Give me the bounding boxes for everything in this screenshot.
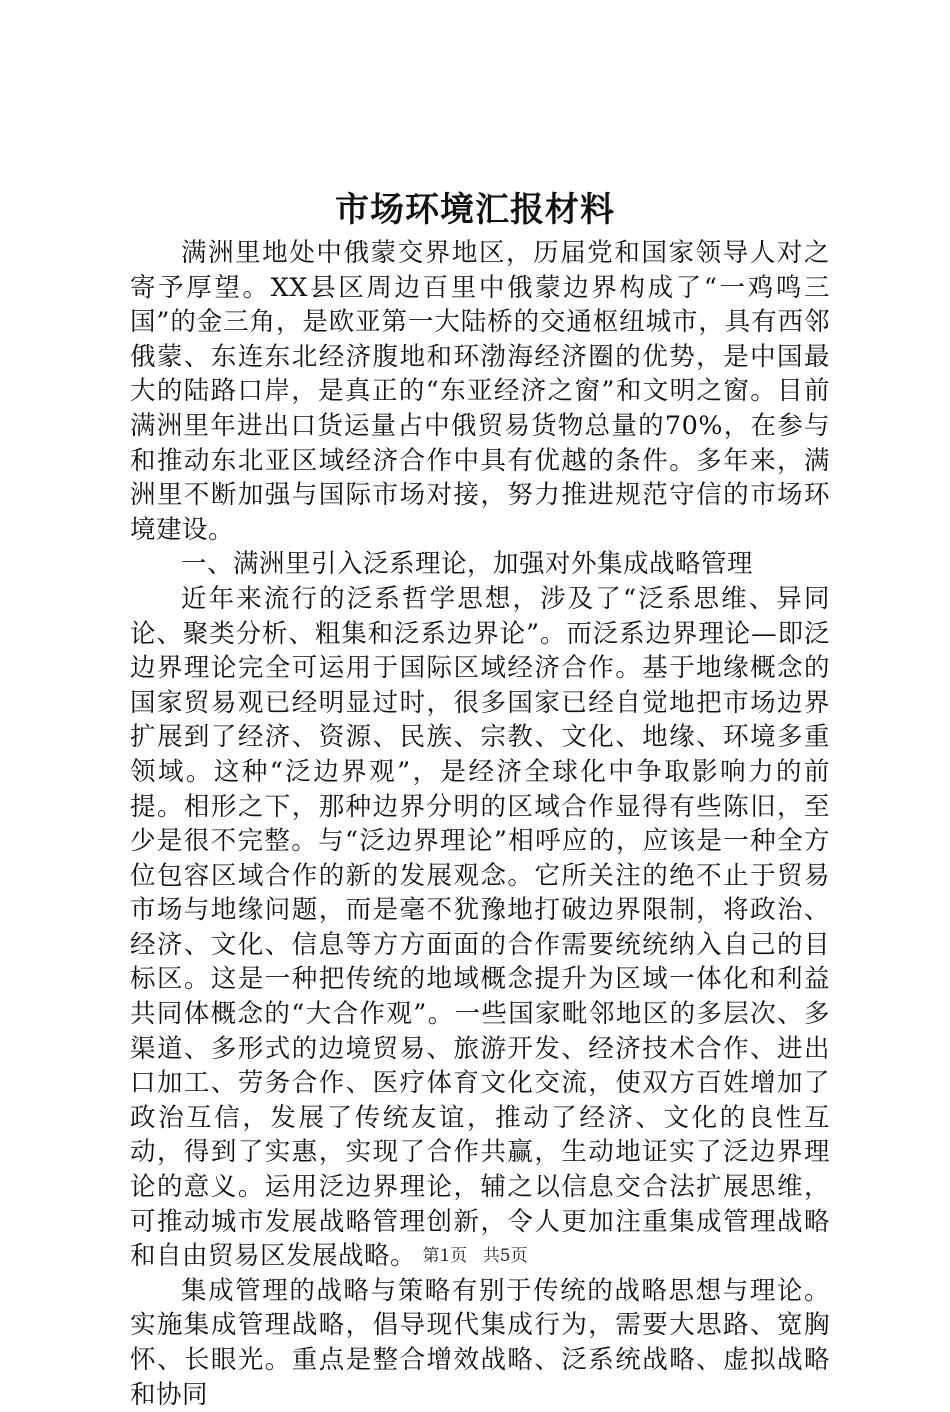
section-paragraph: 近年来流行的泛系哲学思想，涉及了“泛系思维、异同论、聚类分析、粗集和泛系边界论”。而泛系边界理论—即泛边界理论完全可运用于国际区域经济合作。基于地缘概念的国家贸易观已经明显过时，很多国家已经自觉地把市场边界扩展到了经济、资源、民族、宗教、文化、地缘、环境多重领域。这种“泛边界观”，是经济全球化中争取影响力的前提。相形之下，那种边界分明的区域合作显得有些陈旧，至少是很不完整。与“泛边界理论”相呼应的，应该是一种全方位包容区域合作的新的发展观念。它所关注的绝不止于贸易市场与地缘问题，而是毫不犹豫地打破边界限制，将政治、经济、文化、信息等方方面面的合作需要统统纳入自己的目标区。这是一种把传统的地域概念提升为区域一体化和利益共同体概念的“大合作观”。一些国家毗邻地区的多层次、多渠道、多形式的边境贸易、旅游开发、经济技术合作、进出口加工、劳务合作、医疗体育文化交流，使双方百姓增加了政治互信，发展了传统友谊，推动了经济、文化的良性互动，得到了实惠，实现了合作共赢，生动地证实了泛边界理论的意义。运用泛边界理论，辅之以信息交合法扩展思维，可推动城市发展战略管理创新，令人更加注重集成管理战略和自由贸易区发展战略。	[130, 583, 830, 1272]
page-number: 第1页	[422, 1246, 468, 1266]
document-body	[130, 236, 830, 1412]
page-footer	[0, 1244, 950, 1268]
section-paragraph: 集成管理的战略与策略有别于传统的战略思想与理论。实施集成管理战略，倡导现代集成行为，需要大思路、宽胸怀、长眼光。重点是整合增效战略、泛系统战略、虚拟战略和协同	[130, 1275, 830, 1410]
document-title: 市场环境汇报材料	[335, 190, 615, 230]
section-heading: 一、满洲里引入泛系理论，加强对外集成战略管理	[181, 549, 754, 580]
page-total: 共5页	[482, 1246, 528, 1266]
intro-paragraph: 满洲里地处中俄蒙交界地区，历届党和国家领导人对之寄予厚望。XX县区周边百里中俄蒙边界构成了“一鸡鸣三国”的金三角，是欧亚第一大陆桥的交通枢纽城市，具有西邻俄蒙、东连东北经济腹地和环渤海经济圈的优势，是中国最大的陆路口岸，是真正的“东亚经济之窗”和文明之窗。目前满洲里年进出口货运量占中俄贸易货物总量的70%，在参与和推动东北亚区域经济合作中具有优越的条件。多年来，满洲里不断加强与国际市场对接，努力推进规范守信的市场环境建设。	[130, 238, 830, 545]
